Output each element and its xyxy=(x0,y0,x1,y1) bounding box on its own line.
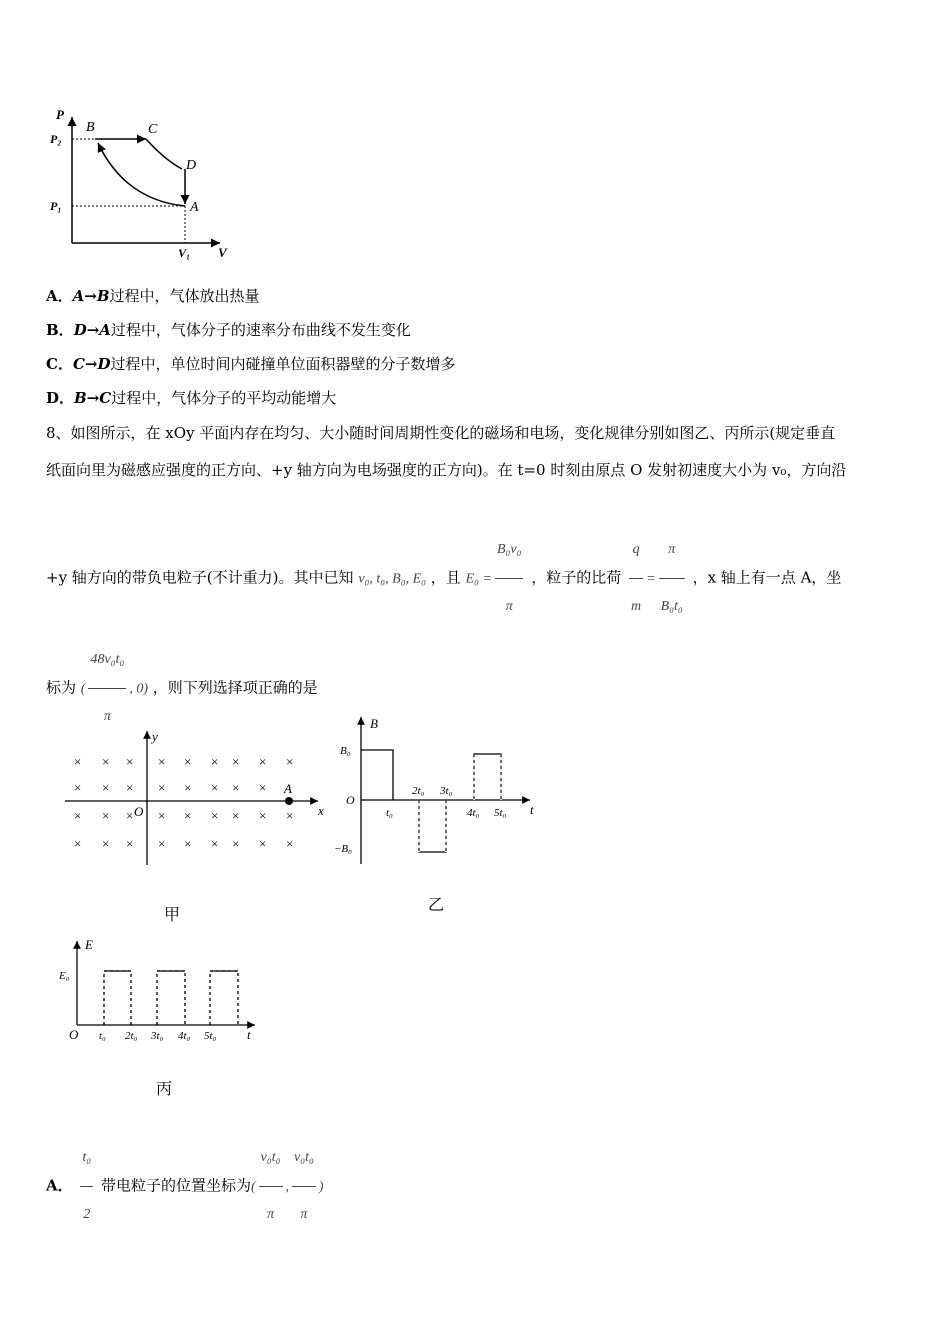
option-c[interactable]: C．C→D过程中，单位时间内碰撞单位面积器壁的分子数增多 xyxy=(46,355,456,373)
tick-5t0: 5t₀ xyxy=(204,1030,217,1042)
tick-4t0: 4t₀ xyxy=(467,807,480,819)
time-fraction: $\frac{\text{t₀}}{2}$ xyxy=(80,1130,93,1243)
field-mark: × xyxy=(102,754,110,769)
field-mark: × xyxy=(158,836,166,851)
option-b[interactable]: B．D→A过程中，气体分子的速率分布曲线不发生变化 xyxy=(46,321,411,339)
b-segment-2 xyxy=(419,800,446,852)
figure-yi xyxy=(330,712,545,867)
field-mark: × xyxy=(184,808,192,823)
caption-yi: 乙 xyxy=(428,895,445,914)
point-a-label: A xyxy=(284,781,292,796)
q8-option-a[interactable]: A． $\frac{\text{t₀}}{2}$ 带电粒子的位置坐标为( $\frac{\text{v₀t₀}}{\pi}$ , $\frac{\text{v₀t₀}}{\pi}$ ) xyxy=(46,1130,324,1186)
e0-label: E₀ xyxy=(59,970,70,982)
field-mark: × xyxy=(74,754,82,769)
field-mark: × xyxy=(74,836,82,851)
field-mark: × xyxy=(158,808,166,823)
coord-fraction: $\frac{\text{48v₀t₀}}{\pi}$ xyxy=(88,632,126,745)
field-mark: × xyxy=(126,780,134,795)
tick-t0: t₀ xyxy=(99,1030,106,1042)
b-axis-label: B xyxy=(370,716,378,731)
figure-jia xyxy=(60,725,335,870)
field-mark: × xyxy=(259,836,267,851)
field-mark: × xyxy=(232,836,240,851)
q8-line2: 纸面向里为磁感应强度的正方向、+y 轴方向为电场强度的正方向)。在 t=0 时刻由原点 O 发射初速度大小为 v₀，方向沿 xyxy=(46,461,847,479)
option-d[interactable]: D．B→C过程中，气体分子的平均动能增大 xyxy=(46,389,337,407)
field-mark: × xyxy=(158,780,166,795)
caption-bing: 丙 xyxy=(156,1079,173,1098)
caption-jia: 甲 xyxy=(164,905,181,924)
field-mark: × xyxy=(211,808,219,823)
field-mark: × xyxy=(286,836,294,851)
e0-fraction: $\frac{\text{B₀v₀}}{\pi}$ xyxy=(495,522,524,635)
e-pulses xyxy=(104,971,238,1025)
field-mark: × xyxy=(102,780,110,795)
field-mark: × xyxy=(286,808,294,823)
magnetic-field-marks xyxy=(74,754,293,851)
y-axis-label: y xyxy=(152,729,158,744)
process-a-b xyxy=(98,143,185,206)
option-a[interactable]: A．A→B过程中，气体放出热量 xyxy=(46,287,260,305)
field-mark: × xyxy=(74,780,82,795)
field-mark: × xyxy=(126,836,134,851)
x-coord-fraction: $\frac{\text{v₀t₀}}{\pi}$ xyxy=(259,1130,283,1243)
tick-t0: t₀ xyxy=(386,807,393,819)
field-mark: × xyxy=(286,754,294,769)
tick-3t0: 3t₀ xyxy=(440,785,453,797)
t-axis-label: t xyxy=(247,1027,251,1042)
field-mark: × xyxy=(126,808,134,823)
y-coord-fraction: $\frac{\text{v₀t₀}}{\pi}$ xyxy=(292,1130,316,1243)
q8-line4: 标为 ( $\frac{\text{48v₀t₀}}{\pi}$ , 0) ，则下列选择项正确的是 xyxy=(46,632,318,688)
field-mark: × xyxy=(211,836,219,851)
q8-line1: 8、如图所示，在 xOy 平面内存在均匀、大小随时间周期性变化的磁场和电场，变化规律分别如图乙、丙所示(规定垂直 xyxy=(46,424,836,442)
x-axis-label: x xyxy=(318,803,324,818)
field-mark: × xyxy=(184,836,192,851)
known-vars: v₀, t₀, B₀, E₀ xyxy=(358,571,426,587)
field-mark: × xyxy=(211,780,219,795)
pv-graph xyxy=(40,105,240,265)
figure-bing xyxy=(55,937,270,1047)
point-b-label: B xyxy=(86,120,95,135)
p1-label: P₁ xyxy=(50,199,62,213)
field-mark: × xyxy=(259,754,267,769)
v1-label: V₁ xyxy=(178,246,191,260)
b-segment-3 xyxy=(474,754,501,800)
field-mark: × xyxy=(74,808,82,823)
field-mark: × xyxy=(259,780,267,795)
field-mark: × xyxy=(102,808,110,823)
point-a xyxy=(285,797,293,805)
qm-value-fraction: $\frac{\pi}{\text{B₀t₀}}$ xyxy=(659,522,685,635)
field-mark: × xyxy=(232,808,240,823)
e-axis-label: E xyxy=(85,937,93,952)
field-mark: × xyxy=(232,754,240,769)
p2-label: P₂ xyxy=(50,132,62,146)
origin-label: O xyxy=(346,793,355,807)
process-c-d xyxy=(146,139,182,169)
field-mark: × xyxy=(232,780,240,795)
point-a-label: A xyxy=(190,200,199,215)
b0-label: B₀ xyxy=(340,745,351,757)
q8-line3: +y 轴方向的带负电粒子(不计重力)。其中已知 v₀, t₀, B₀, E₀ ，且 E₀ = $\frac{\text{B₀v₀}}{\pi}$ ，粒子的比荷 $\frac{q}{m}$ = $\frac{\pi}{\text{B₀t₀}}$ ，x 轴上有一点 A，坐 xyxy=(46,522,841,578)
field-mark: × xyxy=(184,754,192,769)
field-mark: × xyxy=(126,754,134,769)
field-mark: × xyxy=(102,836,110,851)
t-axis-label: t xyxy=(530,802,534,817)
field-mark: × xyxy=(158,754,166,769)
field-mark: × xyxy=(184,780,192,795)
origin-label: O xyxy=(134,804,144,819)
origin-label: O xyxy=(69,1027,79,1042)
v-axis-label: V xyxy=(218,245,227,260)
point-c-label: C xyxy=(148,122,158,137)
tick-5t0: 5t₀ xyxy=(494,807,507,819)
field-mark: × xyxy=(259,808,267,823)
qm-fraction: $\frac{q}{m}$ xyxy=(629,522,643,635)
tick-2t0: 2t₀ xyxy=(412,785,425,797)
neg-b0-label: −B₀ xyxy=(334,843,352,855)
tick-4t0: 4t₀ xyxy=(178,1030,191,1042)
field-mark: × xyxy=(211,754,219,769)
p-axis-label: P xyxy=(56,107,64,122)
tick-3t0: 3t₀ xyxy=(151,1030,164,1042)
point-d-label: D xyxy=(186,158,197,173)
tick-2t0: 2t₀ xyxy=(125,1030,138,1042)
b-segment-1 xyxy=(361,750,393,800)
